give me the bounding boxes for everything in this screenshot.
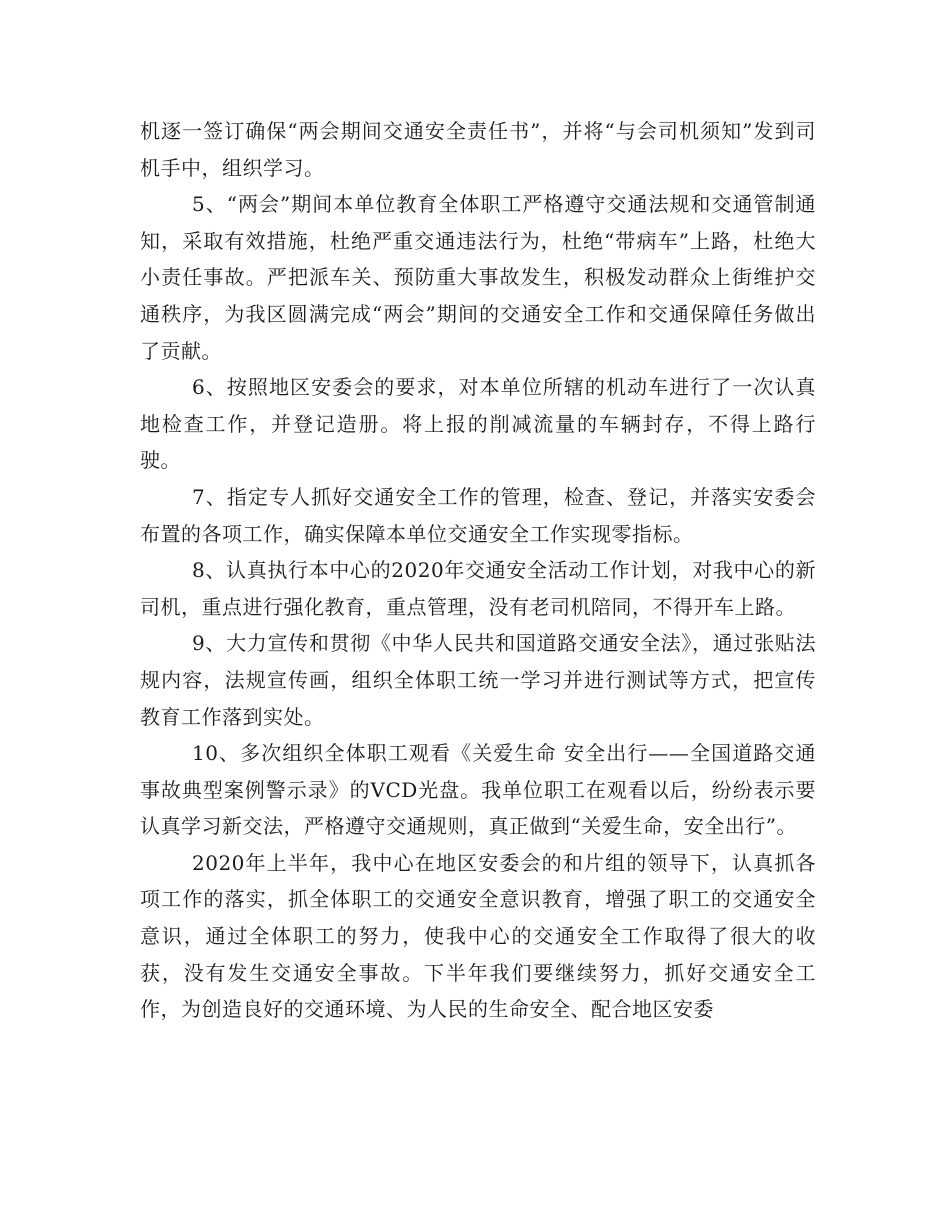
paragraph-item-5: 5、“两会”期间本单位教育全体职工严格遵守交通法规和交通管制通知，采取有效措施，杜绝严重交通违法行为，杜绝“带病车”上路，杜绝大小责任事故。严把派车关、预防重大事故发生，积极发动群众上街维护交通秩序，为我区圆满完成“两会”期间的交通安全工作和交通保障任务做出了贡献。 [140, 192, 816, 363]
paragraph-item-9: 9、大力宣传和贯彻《中华人民共和国道路交通安全法》，通过张贴法规内容，法规宣传画，组织全体职工统一学习并进行测试等方式，把宣传教育工作落到实处。 [140, 631, 816, 729]
paragraph-summary: 2020年上半年，我中心在地区安委会的和片组的领导下，认真抓各项工作的落实，抓全体职工的交通安全意识教育，增强了职工的交通安全意识，通过全体职工的努力，使我中心的交通安全工作取得了很大的收获，没有发生交通安全事故。下半年我们要继续努力，抓好交通安全工作，为创造良好的交通环境、为人民的生命安全、配合地区安委 [140, 850, 816, 1022]
paragraph-continuation: 机逐一签订确保“两会期间交通安全责任书”，并将“与会司机须知”发到司机手中，组织学习。 [140, 119, 816, 180]
paragraph-item-10: 10、多次组织全体职工观看《关爱生命 安全出行——全国道路交通事故典型案例警示录》的VCD光盘。我单位职工在观看以后，纷纷表示要认真学习新交法，严格遵守交通规则，真正做到“关爱生命，安全出行”。 [140, 741, 816, 839]
paragraph-item-6: 6、按照地区安委会的要求，对本单位所辖的机动车进行了一次认真地检查工作，并登记造册。将上报的削减流量的车辆封存，不得上路行驶。 [140, 375, 816, 473]
document-body [140, 113, 816, 1028]
paragraph-item-8: 8、认真执行本中心的2020年交通安全活动工作计划，对我中心的新司机，重点进行强化教育，重点管理，没有老司机陪同，不得开车上路。 [140, 558, 816, 619]
paragraph-item-7: 7、指定专人抓好交通安全工作的管理，检查、登记，并落实安委会布置的各项工作，确实保障本单位交通安全工作实现零指标。 [140, 484, 816, 546]
